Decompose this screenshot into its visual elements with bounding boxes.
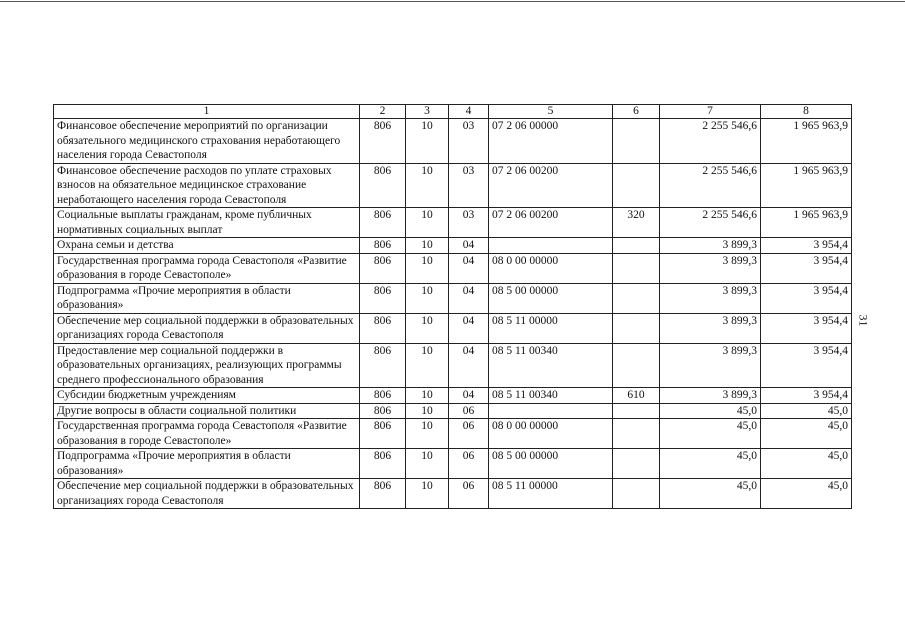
header-cell: 6 [613, 105, 660, 119]
amount-year2-cell: 3 954,4 [761, 313, 852, 343]
target-article-cell: 08 5 11 00000 [489, 313, 613, 343]
header-cell: 4 [449, 105, 489, 119]
amount-year2-cell: 3 954,4 [761, 238, 852, 254]
amount-year2-cell: 45,0 [761, 449, 852, 479]
expense-type-cell [613, 313, 660, 343]
target-article-cell: 07 2 06 00200 [489, 208, 613, 238]
table-row [54, 283, 852, 313]
subsection-cell: 04 [449, 238, 489, 254]
expense-type-cell: 320 [613, 208, 660, 238]
table-row [54, 119, 852, 164]
amount-year1-cell: 2 255 546,6 [660, 119, 761, 164]
name-cell: Социальные выплаты гражданам, кроме публичных нормативных социальных выплат [54, 208, 360, 238]
section-cell: 10 [406, 163, 449, 208]
subsection-cell: 04 [449, 343, 489, 388]
amount-year1-cell: 3 899,3 [660, 313, 761, 343]
amount-year1-cell: 45,0 [660, 419, 761, 449]
table-row [54, 313, 852, 343]
target-article-cell: 07 2 06 00000 [489, 119, 613, 164]
amount-year2-cell: 3 954,4 [761, 283, 852, 313]
section-cell: 10 [406, 388, 449, 404]
amount-year2-cell: 45,0 [761, 479, 852, 509]
section-cell: 10 [406, 479, 449, 509]
expense-type-cell [613, 479, 660, 509]
grbs-cell: 806 [360, 253, 406, 283]
grbs-cell: 806 [360, 283, 406, 313]
header-row [54, 105, 852, 119]
amount-year1-cell: 45,0 [660, 403, 761, 419]
section-cell: 10 [406, 119, 449, 164]
grbs-cell: 806 [360, 208, 406, 238]
budget-table [53, 104, 852, 509]
header-cell: 7 [660, 105, 761, 119]
expense-type-cell [613, 238, 660, 254]
subsection-cell: 06 [449, 419, 489, 449]
amount-year2-cell: 3 954,4 [761, 343, 852, 388]
expense-type-cell [613, 283, 660, 313]
name-cell: Охрана семьи и детства [54, 238, 360, 254]
table-row [54, 238, 852, 254]
target-article-cell [489, 238, 613, 254]
section-cell: 10 [406, 403, 449, 419]
table-row [54, 253, 852, 283]
section-cell: 10 [406, 449, 449, 479]
grbs-cell: 806 [360, 479, 406, 509]
name-cell: Субсидии бюджетным учреждениям [54, 388, 360, 404]
name-cell: Подпрограмма «Прочие мероприятия в области образования» [54, 449, 360, 479]
expense-type-cell [613, 419, 660, 449]
header-cell: 8 [761, 105, 852, 119]
grbs-cell: 806 [360, 388, 406, 404]
target-article-cell: 08 5 00 00000 [489, 283, 613, 313]
name-cell: Государственная программа города Севастополя «Развитие образования в городе Севастополе» [54, 419, 360, 449]
expense-type-cell [613, 163, 660, 208]
target-article-cell: 07 2 06 00200 [489, 163, 613, 208]
amount-year1-cell: 3 899,3 [660, 238, 761, 254]
grbs-cell: 806 [360, 163, 406, 208]
grbs-cell: 806 [360, 449, 406, 479]
amount-year2-cell: 45,0 [761, 403, 852, 419]
header-cell: 1 [54, 105, 360, 119]
amount-year2-cell: 1 965 963,9 [761, 208, 852, 238]
section-cell: 10 [406, 419, 449, 449]
amount-year2-cell: 1 965 963,9 [761, 119, 852, 164]
amount-year1-cell: 3 899,3 [660, 388, 761, 404]
table-row [54, 343, 852, 388]
amount-year1-cell: 3 899,3 [660, 253, 761, 283]
amount-year2-cell: 1 965 963,9 [761, 163, 852, 208]
subsection-cell: 04 [449, 313, 489, 343]
table-body [54, 119, 852, 509]
amount-year1-cell: 3 899,3 [660, 343, 761, 388]
subsection-cell: 06 [449, 479, 489, 509]
grbs-cell: 806 [360, 403, 406, 419]
target-article-cell: 08 5 00 00000 [489, 449, 613, 479]
subsection-cell: 04 [449, 283, 489, 313]
amount-year1-cell: 2 255 546,6 [660, 208, 761, 238]
name-cell: Подпрограмма «Прочие мероприятия в области образования» [54, 283, 360, 313]
section-cell: 10 [406, 283, 449, 313]
table-row [54, 419, 852, 449]
expense-type-cell [613, 119, 660, 164]
subsection-cell: 04 [449, 253, 489, 283]
page-top-edge [0, 1, 905, 2]
name-cell: Обеспечение мер социальной поддержки в образовательных организациях города Севастополя [54, 313, 360, 343]
table-row [54, 388, 852, 404]
grbs-cell: 806 [360, 313, 406, 343]
amount-year2-cell: 3 954,4 [761, 388, 852, 404]
name-cell: Другие вопросы в области социальной политики [54, 403, 360, 419]
expense-type-cell [613, 343, 660, 388]
expense-type-cell [613, 403, 660, 419]
section-cell: 10 [406, 343, 449, 388]
grbs-cell: 806 [360, 238, 406, 254]
expense-type-cell [613, 449, 660, 479]
table-row [54, 449, 852, 479]
name-cell: Обеспечение мер социальной поддержки в образовательных организациях города Севастополя [54, 479, 360, 509]
page-number: 31 [856, 314, 871, 327]
subsection-cell: 03 [449, 119, 489, 164]
grbs-cell: 806 [360, 119, 406, 164]
name-cell: Финансовое обеспечение расходов по уплате страховых взносов на обязательное медицинское страхование неработающего населения города Севастополя [54, 163, 360, 208]
subsection-cell: 06 [449, 403, 489, 419]
target-article-cell [489, 403, 613, 419]
amount-year2-cell: 45,0 [761, 419, 852, 449]
header-cell: 5 [489, 105, 613, 119]
header-cell: 2 [360, 105, 406, 119]
expense-type-cell [613, 253, 660, 283]
name-cell: Предоставление мер социальной поддержки в образовательных организациях, реализующих программы среднего профессионального образования [54, 343, 360, 388]
target-article-cell: 08 0 00 00000 [489, 253, 613, 283]
target-article-cell: 08 5 11 00000 [489, 479, 613, 509]
amount-year1-cell: 45,0 [660, 479, 761, 509]
name-cell: Государственная программа города Севастополя «Развитие образования в городе Севастополе» [54, 253, 360, 283]
amount-year1-cell: 2 255 546,6 [660, 163, 761, 208]
header-cell: 3 [406, 105, 449, 119]
section-cell: 10 [406, 253, 449, 283]
subsection-cell: 03 [449, 163, 489, 208]
subsection-cell: 04 [449, 388, 489, 404]
subsection-cell: 06 [449, 449, 489, 479]
table-row [54, 208, 852, 238]
section-cell: 10 [406, 208, 449, 238]
table-row [54, 163, 852, 208]
grbs-cell: 806 [360, 419, 406, 449]
subsection-cell: 03 [449, 208, 489, 238]
grbs-cell: 806 [360, 343, 406, 388]
expense-type-cell: 610 [613, 388, 660, 404]
target-article-cell: 08 5 11 00340 [489, 388, 613, 404]
section-cell: 10 [406, 238, 449, 254]
amount-year2-cell: 3 954,4 [761, 253, 852, 283]
section-cell: 10 [406, 313, 449, 343]
target-article-cell: 08 0 00 00000 [489, 419, 613, 449]
name-cell: Финансовое обеспечение мероприятий по организации обязательного медицинского страхования неработающего населения города Севастополя [54, 119, 360, 164]
amount-year1-cell: 3 899,3 [660, 283, 761, 313]
table-row [54, 479, 852, 509]
table-row [54, 403, 852, 419]
target-article-cell: 08 5 11 00340 [489, 343, 613, 388]
amount-year1-cell: 45,0 [660, 449, 761, 479]
